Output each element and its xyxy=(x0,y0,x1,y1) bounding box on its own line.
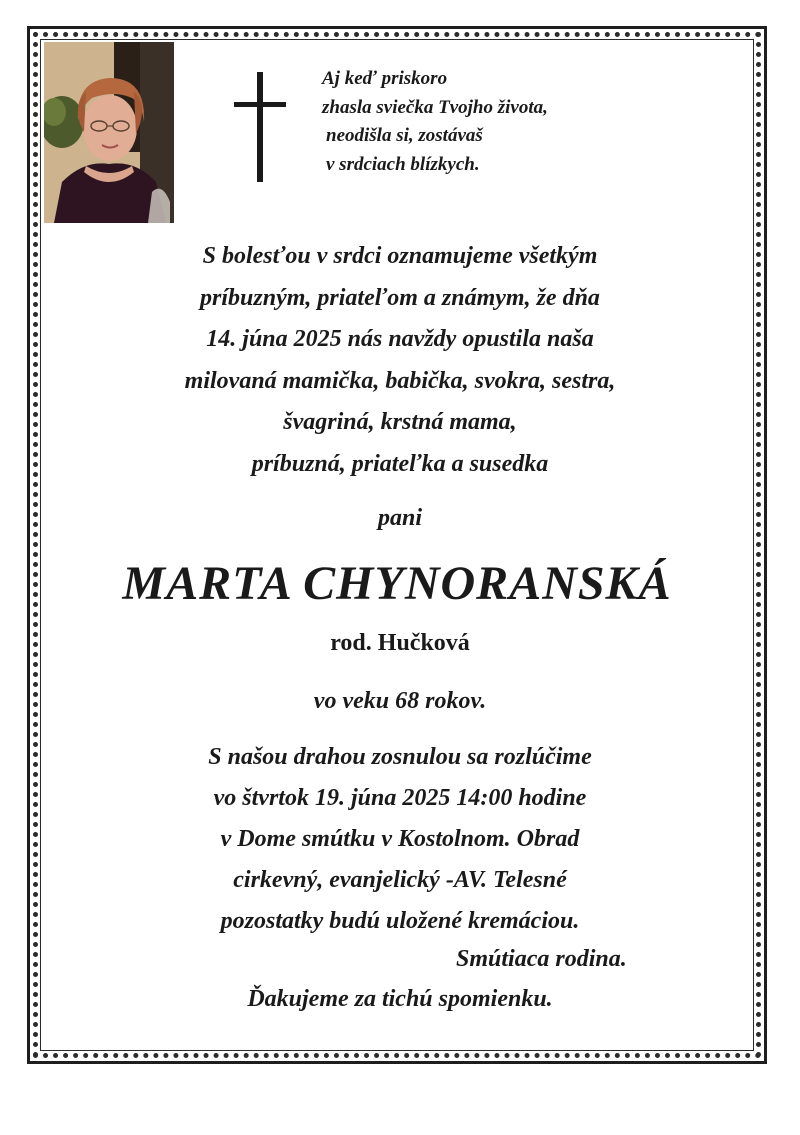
poem-line: neodišla si, zostávaš xyxy=(326,125,483,146)
portrait-photo xyxy=(44,42,174,223)
announcement-line: švagriná, krstná mama, xyxy=(283,409,517,435)
maiden-name: rod. Hučková xyxy=(330,630,470,656)
funeral-details xyxy=(50,737,750,942)
deceased-age: vo veku 68 rokov. xyxy=(313,688,487,714)
cross-icon xyxy=(234,72,286,182)
family-signature: Smútiaca rodina. xyxy=(456,946,627,972)
announcement-line: 14. júna 2025 nás navždy opustila naša xyxy=(206,326,594,352)
funeral-line: pozostatky budú uložené kremáciou. xyxy=(220,908,580,934)
poem-line: Aj keď priskoro xyxy=(322,68,448,89)
announcement-line: príbuzná, priateľka a susedka xyxy=(251,450,549,477)
announcement-line: milovaná mamička, babička, svokra, sestra, xyxy=(184,367,616,394)
funeral-line: v Dome smútku v Kostolnom. Obrad xyxy=(220,826,580,852)
poem-line: zhasla sviečka Tvojho života, xyxy=(322,96,548,118)
funeral-line: vo štvrtok 19. júna 2025 14:00 hodine xyxy=(213,785,587,811)
deceased-name: MARTA CHYNORANSKÁ xyxy=(122,557,672,610)
funeral-line: cirkevný, evanjelický -AV. Telesné xyxy=(233,867,567,893)
announcement-text xyxy=(50,236,750,485)
announcement-line: príbuzným, priateľom a známym, že dňa xyxy=(200,284,600,311)
honorific: pani xyxy=(377,505,422,531)
thanks-line: Ďakujeme za tichú spomienku. xyxy=(247,986,553,1012)
memorial-poem xyxy=(322,65,742,179)
announcement-line: S bolesťou v srdci oznamujeme všetkým xyxy=(202,243,598,269)
poem-line: v srdciach blízkych. xyxy=(326,153,480,175)
funeral-line: S našou drahou zosnulou sa rozlúčime xyxy=(208,744,592,770)
